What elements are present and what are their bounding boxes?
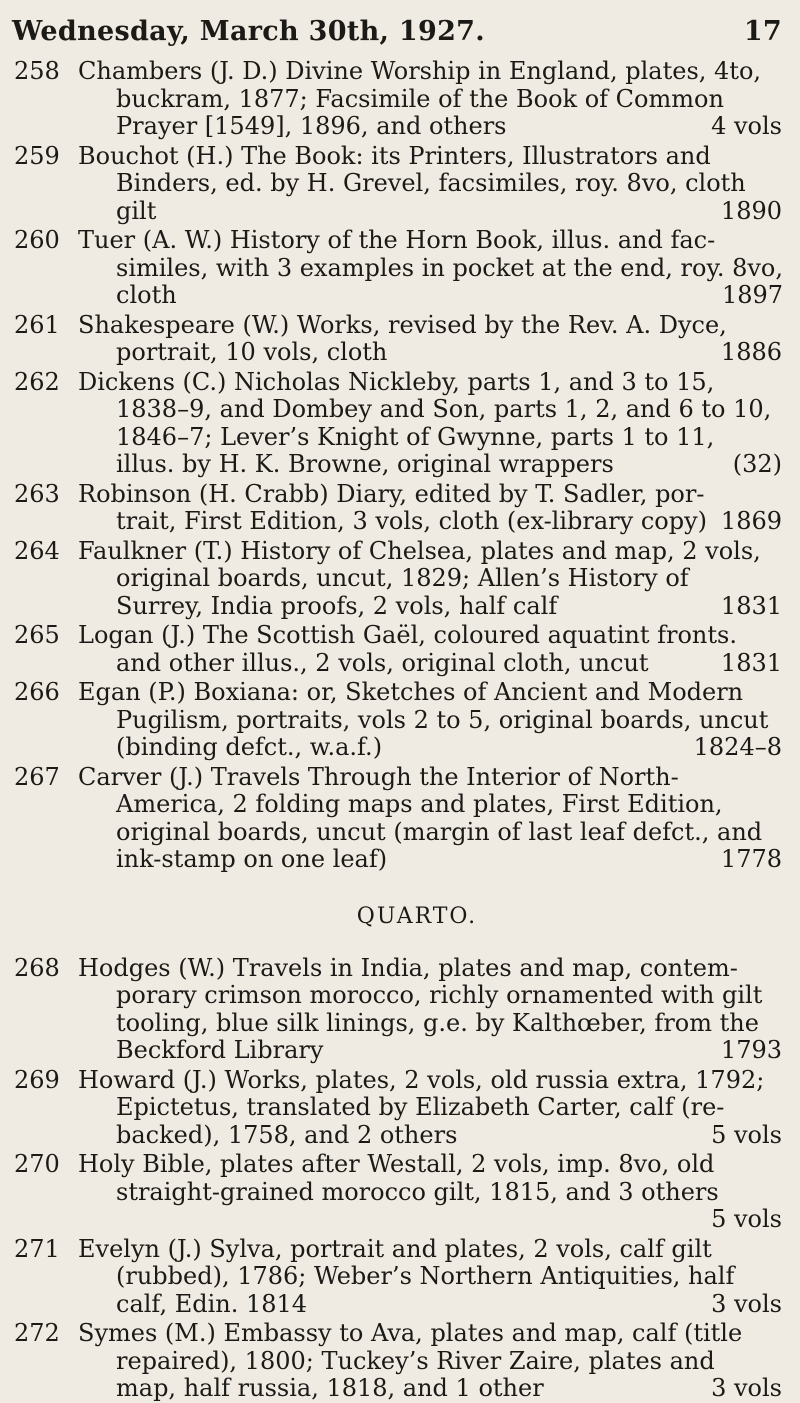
lot-line: [78, 1236, 782, 1264]
lot-description: [78, 312, 782, 367]
lot-line-text: porary crimson morocco, richly ornamented with gilt: [116, 981, 763, 1009]
lot-list-octavo: [12, 58, 782, 874]
lot-date-or-count: 1831: [720, 591, 782, 620]
lot-line-text: 1838–9, and Dombey and Son, parts 1, 2, and 6 to 10,: [116, 395, 772, 423]
lot-line-text: Howard (J.) Works, plates, 2 vols, old russia extra, 1792;: [78, 1065, 765, 1094]
lot-line-text: buckram, 1877; Facsimile of the Book of Common: [116, 84, 724, 113]
lot-list-quarto: [12, 955, 782, 1403]
lot-date-or-count: 5 vols: [711, 1120, 782, 1149]
lot-entry: [12, 955, 782, 1065]
lot-line: [78, 58, 782, 86]
lot-line-text: Chambers (J. D.) Divine Worship in England, plates, 4to,: [78, 57, 762, 85]
lot-line-text: Surrey, India proofs, 2 vols, half calf: [116, 591, 558, 620]
lot-line-text: backed), 1758, and 2 others: [116, 1120, 458, 1149]
lot-date-or-count: 1897: [721, 281, 784, 309]
lot-date-or-count: (32): [732, 450, 782, 478]
lot-number: 268: [14, 953, 60, 982]
lot-number: 265: [14, 621, 60, 649]
lot-line-text: portrait, 10 vols, cloth: [116, 338, 388, 366]
lot-number: 259: [14, 141, 60, 170]
lot-entry: [12, 764, 782, 874]
lot-date-or-count: 1793: [720, 1036, 782, 1064]
lot-line: [78, 955, 782, 983]
lot-line-text: similes, with 3 examples in pocket at the end, roy. 8vo,: [116, 253, 784, 282]
lot-date-or-count: 1869: [720, 507, 782, 535]
lot-description: [78, 679, 782, 762]
lot-line: [78, 565, 782, 593]
lot-line: [78, 369, 782, 397]
lot-line: [78, 508, 782, 536]
lot-line: [78, 846, 782, 874]
lot-line-text: (binding defct., w.a.f.): [116, 733, 383, 761]
lot-line: [78, 622, 782, 650]
lot-line: [78, 982, 782, 1010]
lot-line-text: gilt: [116, 196, 157, 225]
lot-entry: [12, 1151, 782, 1234]
lot-line: [78, 707, 782, 735]
lot-line-text: original boards, uncut (margin of last leaf defct., and: [116, 817, 763, 846]
lot-line: [78, 1094, 782, 1122]
lot-line: [78, 481, 782, 509]
lot-description: [78, 1151, 782, 1234]
lot-description: [78, 1067, 782, 1150]
lot-line: [78, 339, 782, 367]
lot-entry: [12, 143, 782, 226]
lot-line-text: Robinson (H. Crabb) Diary, edited by T. Sadler, por-: [78, 479, 705, 508]
lot-line-text: Egan (P.) Boxiana: or, Sketches of Ancient and Modern: [78, 678, 744, 706]
lot-line-text: straight-grained morocco gilt, 1815, and 3 others: [116, 1177, 719, 1206]
lot-line-text: Binders, ed. by H. Grevel, facsimiles, roy. 8vo, cloth: [116, 169, 746, 197]
lot-line: [78, 1179, 782, 1207]
lot-number: 272: [14, 1319, 60, 1347]
lot-line-text: original boards, uncut, 1829; Allen’s History of: [116, 564, 689, 592]
lot-entry: [12, 481, 782, 536]
lot-description: [78, 622, 782, 677]
lot-line: [78, 227, 783, 255]
lot-line-text: 1846–7; Lever’s Knight of Gwynne, parts 1 to 11,: [116, 422, 715, 451]
lot-line: [78, 764, 782, 792]
lot-description: [78, 764, 782, 874]
lot-line: [78, 143, 782, 171]
lot-entry: [12, 622, 782, 677]
lot-line-text: Epictetus, translated by Elizabeth Carter, calf (re-: [116, 1093, 725, 1121]
lot-date-or-count: 1886: [720, 338, 782, 366]
lot-entry: [12, 1236, 782, 1319]
lot-date-or-count: 1890: [720, 196, 782, 225]
lot-line: [78, 1348, 782, 1376]
lot-number: 270: [14, 1150, 60, 1178]
lot-number: 260: [14, 226, 60, 254]
lot-line: [78, 86, 782, 114]
lot-description: [78, 538, 782, 621]
lot-description: [78, 58, 782, 141]
lot-line: [78, 679, 782, 707]
lot-line: [78, 1263, 782, 1291]
lot-line: [78, 650, 782, 678]
lot-line-text: Tuer (A. W.) History of the Horn Book, illus. and fac-: [78, 226, 716, 254]
lot-line: [78, 1122, 782, 1150]
lot-line-text: Carver (J.) Travels Through the Interior of North-: [78, 762, 679, 791]
page-header: [12, 16, 782, 52]
lot-line-text: and other illus., 2 vols, original cloth, uncut: [116, 648, 649, 677]
lot-line-text: (rubbed), 1786; Weber’s Northern Antiquities, half: [116, 1262, 735, 1290]
lot-line: [78, 791, 782, 819]
lot-description: [78, 227, 783, 310]
lot-date-or-count: 1778: [720, 845, 782, 873]
lot-line-text: tooling, blue silk linings, g.e. by Kalthœber, from the: [116, 1008, 759, 1037]
lot-line-text: Evelyn (J.) Sylva, portrait and plates, 2 vols, calf gilt: [78, 1234, 712, 1263]
lot-date-or-count: 4 vols: [711, 112, 782, 140]
lot-line-text: ink-stamp on one leaf): [116, 845, 388, 873]
lot-entry: [12, 227, 782, 310]
lot-date-or-count: 3 vols: [711, 1289, 782, 1318]
lot-line-text: Pugilism, portraits, vols 2 to 5, original boards, uncut: [116, 705, 769, 734]
lot-line-text: Beckford Library: [116, 1036, 324, 1064]
lot-number: 261: [14, 310, 60, 339]
lot-line-text: illus. by H. K. Browne, original wrappers: [116, 450, 614, 478]
page-number: 17: [743, 16, 782, 47]
lot-date-or-count: 1824–8: [693, 733, 782, 761]
lot-description: [78, 1320, 782, 1403]
lot-line-text: trait, First Edition, 3 vols, cloth (ex-library copy): [116, 507, 708, 535]
lot-line: [78, 451, 782, 479]
lot-date-or-count: 5 vols: [711, 1205, 782, 1233]
lot-line: [78, 1067, 782, 1095]
lot-entry: [12, 1067, 782, 1150]
lot-line-text: Hodges (W.) Travels in India, plates and map, contem-: [78, 953, 738, 982]
lot-line-text: Symes (M.) Embassy to Ava, plates and map, calf (title: [78, 1319, 743, 1347]
lot-line: [78, 1291, 782, 1319]
lot-line-text: Prayer [1549], 1896, and others: [116, 112, 507, 140]
lot-line-text: map, half russia, 1818, and 1 other: [116, 1374, 544, 1402]
lot-description: [78, 369, 782, 479]
lot-line: [78, 312, 782, 340]
lot-number: 266: [14, 678, 60, 706]
lot-number: 258: [14, 57, 60, 85]
lot-entry: [12, 58, 782, 141]
lot-number: 264: [14, 536, 60, 565]
lot-line: [78, 424, 782, 452]
lot-line: [78, 1010, 782, 1038]
lot-entry: [12, 312, 782, 367]
lot-number: 271: [14, 1234, 60, 1263]
lot-line: [78, 255, 783, 283]
lot-line-text: America, 2 folding maps and plates, First Edition,: [116, 790, 723, 818]
lot-line: [78, 734, 782, 762]
lot-line: [78, 538, 782, 566]
lot-line: [78, 819, 782, 847]
lot-line: [78, 396, 782, 424]
lot-line: [78, 113, 782, 141]
lot-line: [78, 1320, 782, 1348]
lot-description: [78, 481, 782, 536]
lot-date-or-count: 1831: [720, 648, 782, 677]
lot-description: [78, 955, 782, 1065]
lot-number: 269: [14, 1065, 60, 1094]
lot-line: [78, 593, 782, 621]
lot-line-text: Faulkner (T.) History of Chelsea, plates and map, 2 vols,: [78, 536, 761, 565]
lot-description: [78, 1236, 782, 1319]
lot-line: [78, 1206, 782, 1234]
lot-line: [78, 198, 782, 226]
lot-line: [78, 1151, 782, 1179]
lot-number: 262: [14, 367, 60, 396]
lot-entry: [12, 369, 782, 479]
lot-line: [78, 170, 782, 198]
lot-number: 267: [14, 762, 60, 791]
lot-line-text: cloth: [116, 281, 177, 309]
lot-line-text: Shakespeare (W.) Works, revised by the Rev. A. Dyce,: [78, 310, 727, 339]
lot-line: [78, 1037, 782, 1065]
lot-line-text: calf, Edin. 1814: [116, 1289, 308, 1318]
lot-date-or-count: 3 vols: [711, 1374, 782, 1402]
lot-line: [78, 282, 783, 310]
section-title: QUARTO.: [356, 903, 478, 929]
lot-entry: [12, 679, 782, 762]
lot-line-text: Holy Bible, plates after Westall, 2 vols, imp. 8vo, old: [78, 1150, 715, 1178]
lot-line-text: Dickens (C.) Nicholas Nickleby, parts 1, and 3 to 15,: [78, 367, 715, 396]
lot-entry: [12, 1320, 782, 1403]
lot-line-text: Bouchot (H.) The Book: its Printers, Illustrators and: [78, 141, 711, 170]
lot-line: [78, 1375, 782, 1403]
lot-description: [78, 143, 782, 226]
lot-entry: [12, 538, 782, 621]
lot-line-text: Logan (J.) The Scottish Gaël, coloured aquatint fronts.: [78, 621, 737, 649]
lot-line-text: repaired), 1800; Tuckey’s River Zaire, plates and: [116, 1346, 715, 1375]
header-date: Wednesday, March 30th, 1927.: [12, 16, 485, 47]
lot-number: 263: [14, 479, 60, 508]
